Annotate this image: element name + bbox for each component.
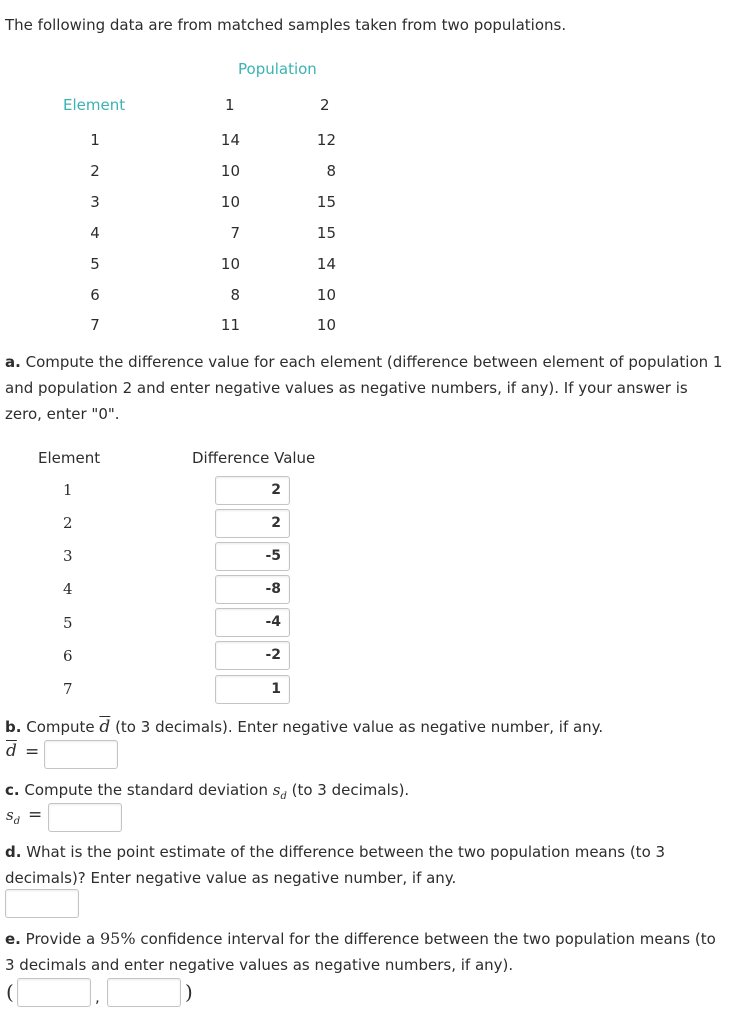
difference-element: 7 bbox=[63, 680, 73, 698]
difference-input[interactable]: -8 bbox=[215, 575, 290, 604]
population-1-header: 1 bbox=[225, 96, 235, 114]
part-e-text-before: Provide a bbox=[25, 930, 96, 948]
part-e-question bbox=[5, 926, 727, 978]
difference-value-header: Difference Value bbox=[192, 449, 316, 467]
difference-element: 6 bbox=[63, 647, 73, 665]
part-c-text-before: Compute the standard deviation bbox=[24, 781, 268, 799]
table-cell-element: 2 bbox=[90, 162, 100, 180]
comma: , bbox=[95, 988, 100, 1006]
sd-input[interactable] bbox=[48, 803, 122, 832]
part-b-text-after: (to 3 decimals). Enter negative value as negative number, if any. bbox=[115, 718, 604, 736]
table-cell-element: 5 bbox=[90, 255, 100, 273]
table-cell-pop2: 8 bbox=[326, 162, 336, 180]
table-cell-pop2: 10 bbox=[316, 316, 336, 334]
difference-element: 5 bbox=[63, 614, 73, 632]
table-cell-pop2: 12 bbox=[316, 131, 336, 149]
part-e-label: e. bbox=[5, 930, 21, 948]
sd-label-s: s bbox=[6, 806, 14, 824]
table-cell-pop1: 10 bbox=[220, 193, 240, 211]
table-cell-pop1: 14 bbox=[220, 131, 240, 149]
table-cell-pop1: 11 bbox=[220, 316, 240, 334]
close-paren: ) bbox=[185, 980, 193, 1004]
part-d-text: What is the point estimate of the difference between the two population means (to 3 decimals)? Enter negative value as negative number, if any. bbox=[5, 843, 666, 887]
table-cell-element: 7 bbox=[90, 316, 100, 334]
difference-element: 3 bbox=[63, 547, 73, 565]
table-cell-pop1: 7 bbox=[230, 224, 240, 242]
point-estimate-input[interactable] bbox=[5, 889, 79, 918]
table-cell-element: 1 bbox=[90, 131, 100, 149]
part-b-question bbox=[5, 716, 603, 738]
difference-input[interactable]: 1 bbox=[215, 675, 290, 704]
d-bar-input[interactable] bbox=[44, 740, 118, 769]
difference-element-header: Element bbox=[38, 449, 101, 467]
equals-sign: = bbox=[28, 805, 43, 825]
sd-symbol-sub: d bbox=[280, 791, 287, 802]
table-cell-pop1: 10 bbox=[220, 255, 240, 273]
element-header: Element bbox=[63, 96, 126, 114]
part-b-label: b. bbox=[5, 718, 22, 736]
intro-text: The following data are from matched samples taken from two populations. bbox=[5, 16, 567, 34]
table-cell-pop1: 10 bbox=[220, 162, 240, 180]
table-cell-pop2: 10 bbox=[316, 286, 336, 304]
table-cell-pop2: 15 bbox=[316, 224, 336, 242]
part-c-text-after: (to 3 decimals). bbox=[291, 781, 410, 799]
ci-upper-input[interactable] bbox=[107, 978, 181, 1007]
confidence-level: 95% bbox=[100, 929, 136, 948]
table-cell-element: 3 bbox=[90, 193, 100, 211]
part-e-text-after: confidence interval for the difference between the two population means (to 3 decimals and enter negative values as negative numbers, if any). bbox=[5, 930, 716, 974]
sd-symbol bbox=[272, 781, 287, 802]
difference-element: 1 bbox=[63, 481, 73, 499]
part-b-text-before: Compute bbox=[26, 718, 95, 736]
difference-input[interactable]: 2 bbox=[215, 476, 290, 505]
part-d-label: d. bbox=[5, 843, 22, 861]
population-header: Population bbox=[238, 60, 317, 78]
sd-label-sub: d bbox=[13, 816, 21, 827]
part-a-label: a. bbox=[5, 353, 21, 371]
table-cell-pop2: 15 bbox=[316, 193, 336, 211]
part-c-label: c. bbox=[5, 781, 20, 799]
table-cell-element: 4 bbox=[90, 224, 100, 242]
part-a-text: Compute the difference value for each element (difference between element of population 1 and population 2 and enter negative values as negative numbers, if any). If your answer is zero, enter "0". bbox=[5, 353, 723, 423]
population-2-header: 2 bbox=[320, 96, 330, 114]
d-bar-label: $\overline{d}$ bbox=[6, 741, 17, 761]
difference-input[interactable]: -4 bbox=[215, 608, 290, 637]
equals-sign: = bbox=[25, 742, 40, 762]
difference-input[interactable]: -2 bbox=[215, 641, 290, 670]
table-cell-element: 6 bbox=[90, 286, 100, 304]
open-paren: ( bbox=[6, 980, 14, 1004]
difference-input[interactable]: 2 bbox=[215, 509, 290, 538]
part-a-question bbox=[5, 349, 727, 427]
table-cell-pop2: 14 bbox=[316, 255, 336, 273]
table-cell-pop1: 8 bbox=[230, 286, 240, 304]
difference-element: 4 bbox=[63, 580, 73, 598]
difference-element: 2 bbox=[63, 514, 73, 532]
ci-lower-input[interactable] bbox=[17, 978, 91, 1007]
d-bar-symbol: $\overline{d}$ bbox=[99, 717, 111, 737]
difference-input[interactable]: -5 bbox=[215, 542, 290, 571]
part-d-question bbox=[5, 839, 727, 891]
sd-label bbox=[6, 806, 20, 827]
sd-symbol-s: s bbox=[272, 781, 281, 799]
